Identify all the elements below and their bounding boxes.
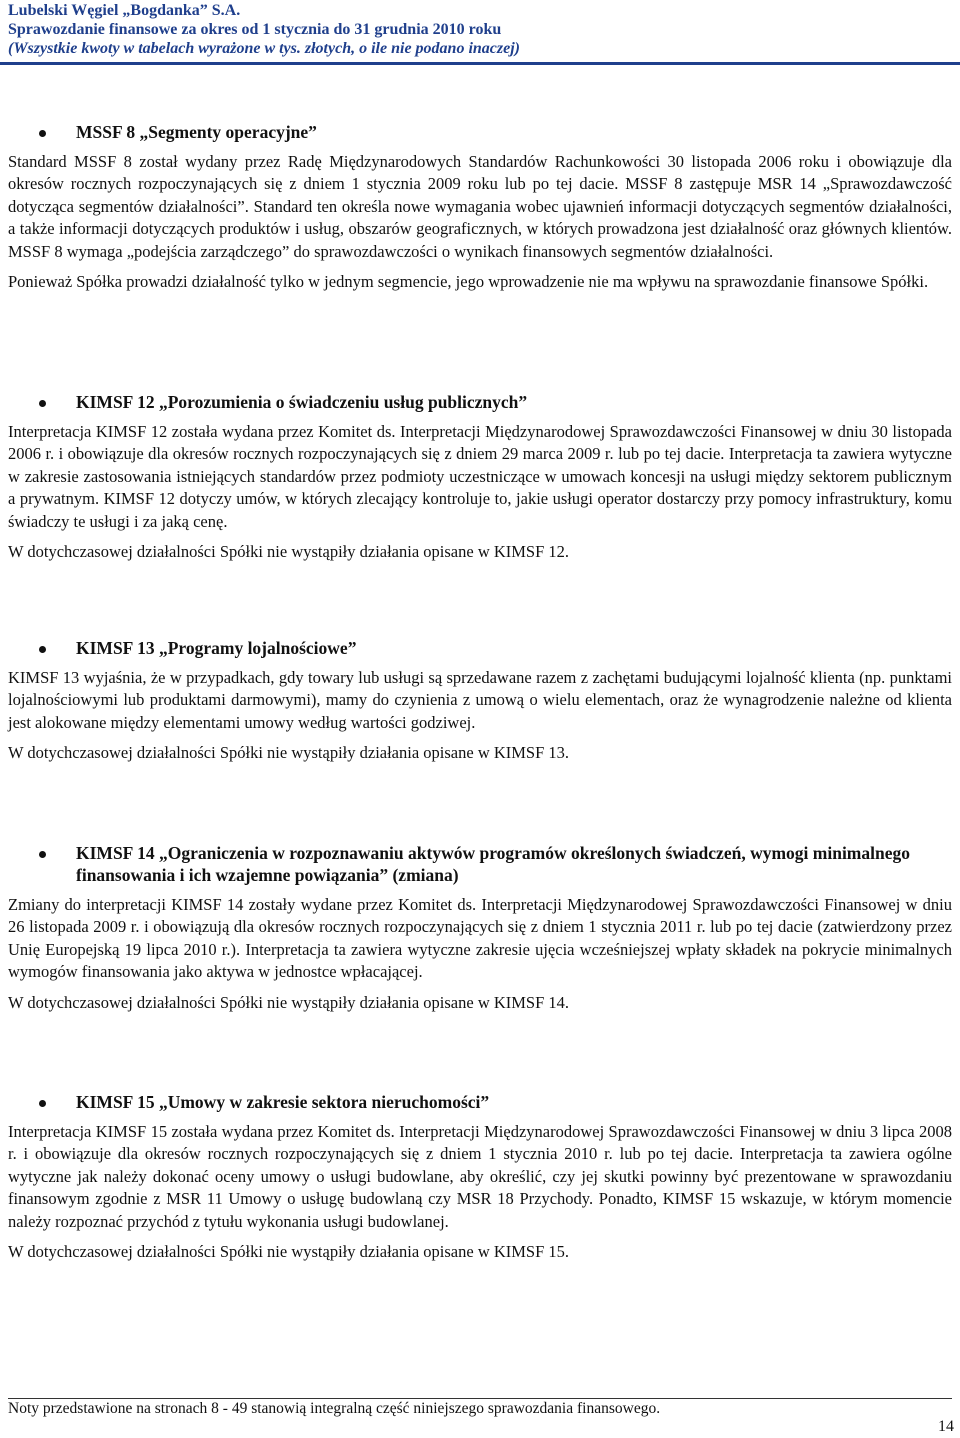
bullet-icon <box>39 1100 46 1107</box>
section-title <box>0 391 960 413</box>
section-paragraph: Interpretacja KIMSF 15 została wydana przez Komitet ds. Interpretacji Międzynarodowej Sprawozdawczości Finansowej w dniu 3 lipca 2008 r. i obowiązuje dla okresów rocznych rozpoczynających się z dniem 1 stycznia 2010 r. lub po tej dacie. Interpretacja ta zawiera ogólne wytyczne jak należy dokonać oceny umowy o usługi budowlane, aby określić, czy jej skutki powinny być prezentowane w sprawozdaniu finansowym zgodnie z MSR 11 Umowy o usługę budowlaną czy MSR 18 Przychody. Ponadto, KIMSF 15 wskazuje, w którym momencie należy rozpoznać przychód z tytułu wykonania usługi budowlanej. <box>8 1122 952 1231</box>
section-kimsf-12 <box>0 391 960 571</box>
header-rule <box>0 62 960 65</box>
section-title <box>0 637 960 659</box>
section-title-text: KIMSF 14 „Ograniczenia w rozpoznawaniu aktywów programów określonych świadczeń, wymogi minimalnego finansowania i ich wzajemne powiązania” (zmiana) <box>76 843 911 885</box>
section-title <box>0 1091 960 1113</box>
section-title <box>0 121 960 143</box>
section-title-text: KIMSF 15 „Umowy w zakresie sektora nieruchomości” <box>76 1092 490 1112</box>
section-title-text: MSSF 8 „Segmenty operacyjne” <box>76 122 317 142</box>
section-title <box>0 842 960 886</box>
section-kimsf-13 <box>0 637 960 773</box>
section-paragraph: W dotychczasowej działalności Spółki nie wystąpiły działania opisane w KIMSF 13. <box>8 743 570 763</box>
section-paragraph: KIMSF 13 wyjaśnia, że w przypadkach, gdy towary lub usługi są sprzedawane razem z zachętami budującymi lojalność klienta (np. punktami lojalnościowymi lub produktami darmowymi), mamy do czynienia z umową o wielu elementach, oraz że wynagrodzenie należne od klienta jest alokowane między elementami umowy według wartości godziwej. <box>8 668 952 732</box>
section-kimsf-15 <box>0 1091 960 1271</box>
bullet-icon <box>39 130 46 137</box>
section-paragraph: Zmiany do interpretacji KIMSF 14 zostały wydane przez Komitet ds. Interpretacji Międzynarodowej Sprawozdawczości Finansowej w dniu 26 listopada 2009 r. i obowiązują dla okresów rocznych rozpoczynających się z dniem 1 stycznia 2011 r. lub po tej dacie (zatwierdzony przez Unię Europejską 19 lipca 2010 r.). Interpretacja ta zawiera wytyczne zakresie ujęcia wcześniejszej wpłaty składek na pokrycie minimalnych wymogów finansowania jako aktywa w jednostce wpłacającej. <box>8 895 952 982</box>
section-paragraph: Standard MSSF 8 został wydany przez Radę Międzynarodowych Standardów Rachunkowości 30 listopada 2006 roku i obowiązuje dla okresów rocznych rozpoczynających się z dniem 1 stycznia 2009 roku lub po tej dacie. MSSF 8 zastępuje MSR 14 „Sprawozdawczość dotycząca segmentów działalności”. Standard ten określa nowe wymagania wobec ujawnień informacji dotyczących segmentów działalności, a także informacji dotyczących produktów i usług, obszarów geograficznych, w których prowadzona jest działalność oraz głównych klientów. MSSF 8 wymaga „podejścia zarządczego” do sprawozdawczości o wynikach finansowych segmentów działalności. <box>8 152 952 261</box>
page-number: 14 <box>938 1418 954 1435</box>
bullet-icon <box>39 851 46 858</box>
section-title-text: KIMSF 13 „Programy lojalnościowe” <box>76 638 357 658</box>
section-mssf-8 <box>0 121 960 301</box>
section-paragraph: Ponieważ Spółka prowadzi działalność tylko w jednym segmencie, jego wprowadzenie nie ma wpływu na sprawozdanie finansowe Spółki. <box>8 272 929 292</box>
section-paragraph: Interpretacja KIMSF 12 została wydana przez Komitet ds. Interpretacji Międzynarodowej Sprawozdawczości Finansowej w dniu 30 listopada 2006 r. i obowiązuje dla okresów rocznych rozpoczynających się z dniem 29 marca 2009 r. lub po tej dacie. Interpretacja ta zawiera wytyczne w zakresie zastosowania istniejących standardów przez podmioty uczestniczące w umowach koncesji na usługi między sektorem publicznym a prywatnym. KIMSF 12 dotyczy umów, w których zlecający kontroluje to, jakie usługi operator dostarczy przy pomocy infrastruktury, komu świadczy te usługi i za jaką cenę. <box>8 422 952 531</box>
section-paragraph: W dotychczasowej działalności Spółki nie wystąpiły działania opisane w KIMSF 12. <box>8 542 570 562</box>
section-paragraph: W dotychczasowej działalności Spółki nie wystąpiły działania opisane w KIMSF 14. <box>8 992 570 1012</box>
bullet-icon <box>39 646 46 653</box>
company-name: Lubelski Węgiel „Bogdanka” S.A. <box>8 2 241 19</box>
section-paragraph: W dotychczasowej działalności Spółki nie wystąpiły działania opisane w KIMSF 15. <box>8 1242 570 1262</box>
page-header <box>8 1 520 58</box>
section-kimsf-14 <box>0 842 960 1022</box>
report-title: Sprawozdanie finansowe za okres od 1 stycznia do 31 grudnia 2010 roku <box>8 21 502 38</box>
currency-note: (Wszystkie kwoty w tabelach wyrażone w tys. złotych, o ile nie podano inaczej) <box>8 40 520 57</box>
section-title-text: KIMSF 12 „Porozumienia o świadczeniu usług publicznych” <box>76 392 528 412</box>
bullet-icon <box>39 400 46 407</box>
footer-note: Noty przedstawione na stronach 8 - 49 stanowią integralną część niniejszego sprawozdania finansowego. <box>8 1400 661 1417</box>
footer-rule <box>8 1398 952 1399</box>
